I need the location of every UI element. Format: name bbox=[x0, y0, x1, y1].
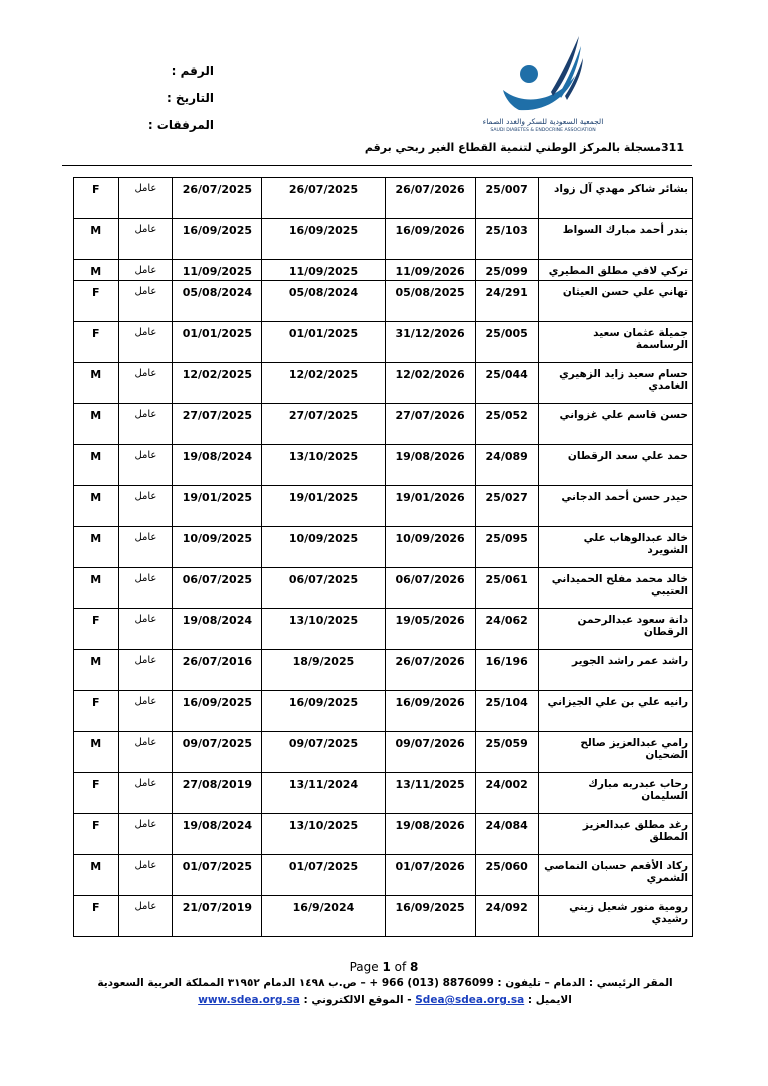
gender-cell: F bbox=[74, 178, 119, 219]
expiry-date-cell: 26/07/2026 bbox=[385, 650, 475, 691]
member-name-cell: تهاني علي حسن العيثان bbox=[538, 281, 692, 322]
membership-type-cell: عامل bbox=[118, 814, 173, 855]
start-date-cell: 16/09/2025 bbox=[173, 219, 262, 260]
membership-type-cell: عامل bbox=[118, 219, 173, 260]
member-name-cell: ركاد الأقعم حسبان النماصي الشمري bbox=[538, 855, 692, 896]
member-name-cell: رغد مطلق عبدالعزيز المطلق bbox=[538, 814, 692, 855]
website-link[interactable]: www.sdea.org.sa bbox=[198, 994, 300, 1006]
member-name-cell: خالد محمد مفلح الحميداني العتيبي bbox=[538, 568, 692, 609]
member-name-cell: رومية منور شعيل زيني رشيدي bbox=[538, 896, 692, 937]
table-row bbox=[74, 322, 693, 363]
member-id-cell: 16/196 bbox=[475, 650, 538, 691]
expiry-date-cell: 12/02/2026 bbox=[385, 363, 475, 404]
gender-cell: M bbox=[74, 568, 119, 609]
gender-cell: F bbox=[74, 691, 119, 732]
expiry-date-cell: 19/08/2026 bbox=[385, 814, 475, 855]
table-row bbox=[74, 855, 693, 896]
table-row bbox=[74, 896, 693, 937]
gender-cell: F bbox=[74, 322, 119, 363]
member-id-cell: 24/084 bbox=[475, 814, 538, 855]
gender-cell: M bbox=[74, 732, 119, 773]
date-label: التاريخ : bbox=[166, 91, 214, 105]
gender-cell: M bbox=[74, 404, 119, 445]
table-row bbox=[74, 219, 693, 260]
start-date-cell: 26/07/2016 bbox=[173, 650, 262, 691]
start-date-cell: 09/07/2025 bbox=[173, 732, 262, 773]
sdea-logo-icon bbox=[463, 32, 623, 132]
member-name-cell: رحاب عبدربه مبارك السليمان bbox=[538, 773, 692, 814]
member-id-cell: 25/059 bbox=[475, 732, 538, 773]
table-row bbox=[74, 260, 693, 281]
issue-date-cell: 27/07/2025 bbox=[262, 404, 385, 445]
member-id-cell: 25/005 bbox=[475, 322, 538, 363]
issue-date-cell: 01/01/2025 bbox=[262, 322, 385, 363]
issue-date-cell: 16/09/2025 bbox=[262, 691, 385, 732]
table-row bbox=[74, 363, 693, 404]
issue-date-cell: 10/09/2025 bbox=[262, 527, 385, 568]
members-table-container bbox=[73, 177, 693, 937]
expiry-date-cell: 05/08/2025 bbox=[385, 281, 475, 322]
member-name-cell: بشائر شاكر مهدي آل زواد bbox=[538, 178, 692, 219]
start-date-cell: 01/01/2025 bbox=[173, 322, 262, 363]
table-row bbox=[74, 527, 693, 568]
table-row bbox=[74, 445, 693, 486]
contact-separator: - bbox=[407, 994, 412, 1006]
issue-date-cell: 13/11/2024 bbox=[262, 773, 385, 814]
issue-date-cell: 11/09/2025 bbox=[262, 260, 385, 281]
gender-cell: F bbox=[74, 281, 119, 322]
registration-number: 311 bbox=[661, 141, 684, 154]
expiry-date-cell: 10/09/2026 bbox=[385, 527, 475, 568]
issue-date-cell: 18/9/2025 bbox=[262, 650, 385, 691]
issue-date-cell: 06/07/2025 bbox=[262, 568, 385, 609]
table-row bbox=[74, 814, 693, 855]
member-id-cell: 25/099 bbox=[475, 260, 538, 281]
expiry-date-cell: 01/07/2026 bbox=[385, 855, 475, 896]
membership-type-cell: عامل bbox=[118, 363, 173, 404]
footer-contact bbox=[90, 994, 680, 1006]
member-id-cell: 25/044 bbox=[475, 363, 538, 404]
member-id-cell: 25/007 bbox=[475, 178, 538, 219]
table-row bbox=[74, 486, 693, 527]
start-date-cell: 19/08/2024 bbox=[173, 814, 262, 855]
expiry-date-cell: 27/07/2026 bbox=[385, 404, 475, 445]
expiry-date-cell: 06/07/2026 bbox=[385, 568, 475, 609]
membership-type-cell: عامل bbox=[118, 691, 173, 732]
start-date-cell: 11/09/2025 bbox=[173, 260, 262, 281]
start-date-cell: 05/08/2024 bbox=[173, 281, 262, 322]
member-id-cell: 24/092 bbox=[475, 896, 538, 937]
membership-type-cell: عامل bbox=[118, 896, 173, 937]
member-name-cell: رانيه علي بن علي الجيزاني bbox=[538, 691, 692, 732]
expiry-date-cell: 16/09/2025 bbox=[385, 896, 475, 937]
issue-date-cell: 13/10/2025 bbox=[262, 445, 385, 486]
start-date-cell: 16/09/2025 bbox=[173, 691, 262, 732]
member-name-cell: حسام سعيد زايد الزهيري الغامدي bbox=[538, 363, 692, 404]
member-id-cell: 25/060 bbox=[475, 855, 538, 896]
gender-cell: M bbox=[74, 855, 119, 896]
gender-cell: M bbox=[74, 486, 119, 527]
issue-date-cell: 12/02/2025 bbox=[262, 363, 385, 404]
expiry-date-cell: 09/07/2026 bbox=[385, 732, 475, 773]
member-name-cell: راشد عمر راشد الجوير bbox=[538, 650, 692, 691]
member-id-cell: 25/104 bbox=[475, 691, 538, 732]
start-date-cell: 21/07/2019 bbox=[173, 896, 262, 937]
member-name-cell: دانة سعود عبدالرحمن الرقطان bbox=[538, 609, 692, 650]
gender-cell: M bbox=[74, 219, 119, 260]
gender-cell: M bbox=[74, 445, 119, 486]
gender-cell: F bbox=[74, 896, 119, 937]
gender-cell: M bbox=[74, 260, 119, 281]
issue-date-cell: 01/07/2025 bbox=[262, 855, 385, 896]
registration-line bbox=[324, 141, 684, 154]
member-name-cell: حمد علي سعد الرقطان bbox=[538, 445, 692, 486]
membership-type-cell: عامل bbox=[118, 527, 173, 568]
member-id-cell: 25/061 bbox=[475, 568, 538, 609]
start-date-cell: 19/08/2024 bbox=[173, 609, 262, 650]
membership-type-cell: عامل bbox=[118, 178, 173, 219]
registration-text: مسجلة بالمركز الوطني لتنمية القطاع الغير ربحي برقم bbox=[364, 141, 662, 154]
membership-type-cell: عامل bbox=[118, 773, 173, 814]
page-current: 1 bbox=[382, 960, 391, 974]
expiry-date-cell: 26/07/2026 bbox=[385, 178, 475, 219]
issue-date-cell: 16/09/2025 bbox=[262, 219, 385, 260]
header-divider bbox=[62, 165, 692, 166]
members-table bbox=[73, 177, 693, 937]
membership-type-cell: عامل bbox=[118, 609, 173, 650]
issue-date-cell: 16/9/2024 bbox=[262, 896, 385, 937]
start-date-cell: 26/07/2025 bbox=[173, 178, 262, 219]
membership-type-cell: عامل bbox=[118, 732, 173, 773]
expiry-date-cell: 13/11/2025 bbox=[385, 773, 475, 814]
member-name-cell: بندر أحمد مبارك السواط bbox=[538, 219, 692, 260]
member-id-cell: 24/089 bbox=[475, 445, 538, 486]
gender-cell: F bbox=[74, 814, 119, 855]
membership-type-cell: عامل bbox=[118, 404, 173, 445]
start-date-cell: 27/08/2019 bbox=[173, 773, 262, 814]
member-name-cell: حيدر حسن أحمد الدجاني bbox=[538, 486, 692, 527]
table-row bbox=[74, 178, 693, 219]
gender-cell: M bbox=[74, 363, 119, 404]
logo-arabic-name: الجمعية السعودية للسكر والغدد الصماء bbox=[482, 117, 604, 126]
member-id-cell: 24/062 bbox=[475, 609, 538, 650]
member-name-cell: تركي لافي مطلق المطيري bbox=[538, 260, 692, 281]
expiry-date-cell: 31/12/2026 bbox=[385, 322, 475, 363]
membership-type-cell: عامل bbox=[118, 281, 173, 322]
member-name-cell: رامي عبدالعزيز صالح الضحيان bbox=[538, 732, 692, 773]
sdea-logo bbox=[463, 32, 623, 132]
expiry-date-cell: 11/09/2026 bbox=[385, 260, 475, 281]
table-row bbox=[74, 650, 693, 691]
issue-date-cell: 13/10/2025 bbox=[262, 814, 385, 855]
page-number bbox=[0, 960, 768, 974]
table-row bbox=[74, 773, 693, 814]
gender-cell: F bbox=[74, 773, 119, 814]
letter-meta bbox=[104, 62, 214, 143]
membership-type-cell: عامل bbox=[118, 260, 173, 281]
email-label: الايميل : bbox=[527, 994, 572, 1006]
ref-label: الرقم : bbox=[171, 64, 214, 78]
table-row bbox=[74, 281, 693, 322]
start-date-cell: 27/07/2025 bbox=[173, 404, 262, 445]
issue-date-cell: 13/10/2025 bbox=[262, 609, 385, 650]
expiry-date-cell: 19/01/2026 bbox=[385, 486, 475, 527]
expiry-date-cell: 19/05/2026 bbox=[385, 609, 475, 650]
member-name-cell: جميلة عثمان سعيد الرساسمة bbox=[538, 322, 692, 363]
member-name-cell: حسن قاسم علي غزواني bbox=[538, 404, 692, 445]
table-row bbox=[74, 732, 693, 773]
issue-date-cell: 26/07/2025 bbox=[262, 178, 385, 219]
table-row bbox=[74, 691, 693, 732]
table-row bbox=[74, 609, 693, 650]
membership-type-cell: عامل bbox=[118, 445, 173, 486]
gender-cell: M bbox=[74, 527, 119, 568]
start-date-cell: 19/08/2024 bbox=[173, 445, 262, 486]
footer-address: المقر الرئيسي : الدمام – تليفون : 8876099 (013) 966 + – ص.ب ١٤٩٨ الدمام ٣١٩٥٢ المملكة العربية السعودية bbox=[97, 977, 673, 989]
expiry-date-cell: 16/09/2026 bbox=[385, 691, 475, 732]
member-id-cell: 24/002 bbox=[475, 773, 538, 814]
attachments-label: المرفقات : bbox=[147, 118, 214, 132]
member-name-cell: خالد عبدالوهاب علي الشويرد bbox=[538, 527, 692, 568]
membership-type-cell: عامل bbox=[118, 322, 173, 363]
logo-english-name: SAUDI DIABETES & ENDOCRINE ASSOCIATION bbox=[490, 128, 596, 132]
email-link[interactable]: Sdea@sdea.org.sa bbox=[415, 994, 525, 1006]
expiry-date-cell: 19/08/2026 bbox=[385, 445, 475, 486]
page-total: 8 bbox=[410, 960, 419, 974]
start-date-cell: 10/09/2025 bbox=[173, 527, 262, 568]
table-row bbox=[74, 568, 693, 609]
expiry-date-cell: 16/09/2026 bbox=[385, 219, 475, 260]
start-date-cell: 06/07/2025 bbox=[173, 568, 262, 609]
member-id-cell: 24/291 bbox=[475, 281, 538, 322]
gender-cell: M bbox=[74, 650, 119, 691]
gender-cell: F bbox=[74, 609, 119, 650]
membership-type-cell: عامل bbox=[118, 486, 173, 527]
member-id-cell: 25/027 bbox=[475, 486, 538, 527]
membership-type-cell: عامل bbox=[118, 650, 173, 691]
start-date-cell: 12/02/2025 bbox=[173, 363, 262, 404]
issue-date-cell: 09/07/2025 bbox=[262, 732, 385, 773]
table-row bbox=[74, 404, 693, 445]
page-prefix: Page bbox=[349, 960, 383, 974]
issue-date-cell: 05/08/2024 bbox=[262, 281, 385, 322]
start-date-cell: 19/01/2025 bbox=[173, 486, 262, 527]
issue-date-cell: 19/01/2025 bbox=[262, 486, 385, 527]
member-id-cell: 25/052 bbox=[475, 404, 538, 445]
page-of: of bbox=[390, 960, 411, 974]
website-label: الموقع الالكتروني : bbox=[303, 994, 404, 1006]
membership-type-cell: عامل bbox=[118, 568, 173, 609]
start-date-cell: 01/07/2025 bbox=[173, 855, 262, 896]
membership-type-cell: عامل bbox=[118, 855, 173, 896]
member-id-cell: 25/095 bbox=[475, 527, 538, 568]
member-id-cell: 25/103 bbox=[475, 219, 538, 260]
